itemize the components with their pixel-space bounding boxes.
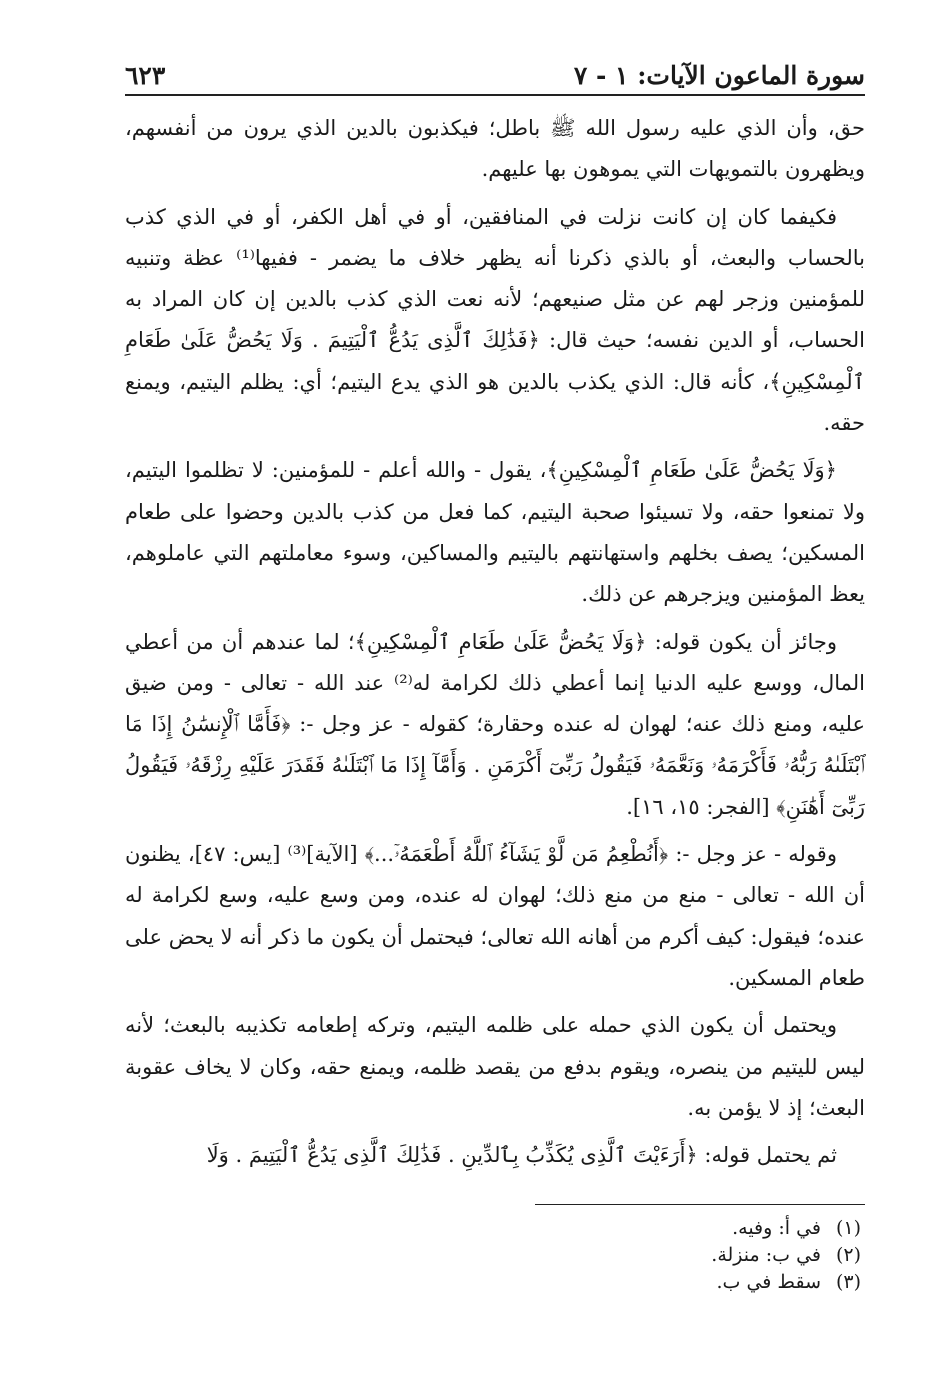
page-number: ٦٢٣: [125, 61, 166, 90]
paragraph: وجائز أن يكون قوله: ﴿وَلَا يَحُضُّ عَلَىٰ طَعَامِ ٱلْمِسْكِينِ﴾؛ لما عندهم أن من أعطي المال، ووسع عليه الدنيا إنما أعطي ذلك لكرامة له⁽²⁾ عند الله - تعالى - ومن ضيق عليه، ومنع ذلك عنه؛ لهوان له عنده وحقارة؛ كقوله - عز وجل -: ﴿فَأَمَّا ٱلْإِنسَٰنُ إِذَا مَا ٱبْتَلَىٰهُ رَبُّهُۥ فَأَكْرَمَهُۥ وَنَعَّمَهُۥ فَيَقُولُ رَبِّىٓ أَكْرَمَنِ . وَأَمَّآ إِذَا مَا ٱبْتَلَىٰهُ فَقَدَرَ عَلَيْهِ رِزْقَهُۥ فَيَقُولُ رَبِّىٓ أَهَٰنَنِ﴾ [الفجر: ١٥، ١٦].: [125, 629, 865, 819]
footnote-text: في أ: وفيه.: [732, 1217, 821, 1240]
footnote-number: (١): [835, 1217, 861, 1240]
footnote: [125, 1269, 865, 1296]
running-title: سورة الماعون الآيات: ١ - ٧: [573, 61, 865, 90]
running-header: [125, 52, 865, 96]
paragraph: حق، وأن الذي عليه رسول الله ﷺ باطل؛ فيكذبون بالدين الذي يرون من أنفسهم، ويظهرون بالتمويهات التي يموهون بها عليهم.: [125, 116, 865, 182]
paragraph: فكيفما كان إن كانت نزلت في المنافقين، أو في أهل الكفر، أو في الذي كذب بالحساب والبعث، أو بالذي ذكرنا أنه يظهر خلاف ما يضمر - ففيها⁽¹⁾ عظة وتنبيه للمؤمنين وزجر لهم عن مثل صنيعهم؛ لأنه نعت الذي كذب بالدين إن كان المراد به الحساب، أو الدين نفسه؛ حيث قال: ﴿فَذَٰلِكَ ٱلَّذِى يَدُعُّ ٱلْيَتِيمَ . وَلَا يَحُضُّ عَلَىٰ طَعَامِ ٱلْمِسْكِينِ﴾، كأنه قال: الذي يكذب بالدين هو الذي يدع اليتيم؛ أي: يظلم اليتيم، ويمنع حقه.: [125, 204, 865, 436]
footnote-text: سقط في ب.: [716, 1271, 821, 1294]
paragraph: ﴿وَلَا يَحُضُّ عَلَىٰ طَعَامِ ٱلْمِسْكِينِ﴾، يقول - والله أعلم - للمؤمنين: لا تظلموا اليتيم، ولا تمنعوا حقه، ولا تسيئوا صحبة اليتيم، كما فعل من كذب بالدين وحضوا على طعام المسكين؛ يصف بخلهم واستهانتهم باليتيم والمساكين، وسوء معاملتهم التي عاملوهم، يعظ المؤمنين ويزجرهم عن ذلك.: [125, 458, 865, 607]
footnotes: [125, 1215, 865, 1296]
footnote-number: (٢): [835, 1244, 861, 1267]
main-text: [125, 108, 865, 1176]
footnote-number: (٣): [835, 1271, 861, 1294]
paragraph: ثم يحتمل قوله: ﴿أَرَءَيْتَ ٱلَّذِى يُكَذِّبُ بِٱلدِّينِ . فَذَٰلِكَ ٱلَّذِى يَدُعُّ ٱلْيَتِيمَ . وَلَا: [206, 1143, 837, 1168]
footnote-divider: [535, 1204, 865, 1205]
footnote: [125, 1242, 865, 1269]
footnote-text: في ب: منزلة.: [711, 1244, 821, 1267]
paragraph: ويحتمل أن يكون الذي حمله على ظلمه اليتيم، وتركه إطعامه تكذيبه بالبعث؛ لأنه ليس لليتيم من ينصره، ويقوم بدفع من يقصد ظلمه، ويمنع حقه، وكان لا يخاف عقوبة البعث؛ إذ لا يؤمن به.: [125, 1013, 865, 1120]
paragraph: وقوله - عز وجل -: ﴿أَنُطْعِمُ مَن لَّوْ يَشَآءُ ٱللَّهُ أَطْعَمَهُۥٓ...﴾ [الآية]⁽³⁾ [يس: ٤٧]، يظنون أن الله - تعالى - منع من منع ذلك؛ لهوان له عنده، ومن وسع عليه، وسع لكرامة له عنده؛ فيقول: كيف أكرم من أهانه الله تعالى؛ فيحتمل أن يكون ما ذكر أنه لا يحض على طعام المسكين.: [125, 842, 865, 990]
footnote: [125, 1215, 865, 1242]
page: [125, 52, 865, 1352]
